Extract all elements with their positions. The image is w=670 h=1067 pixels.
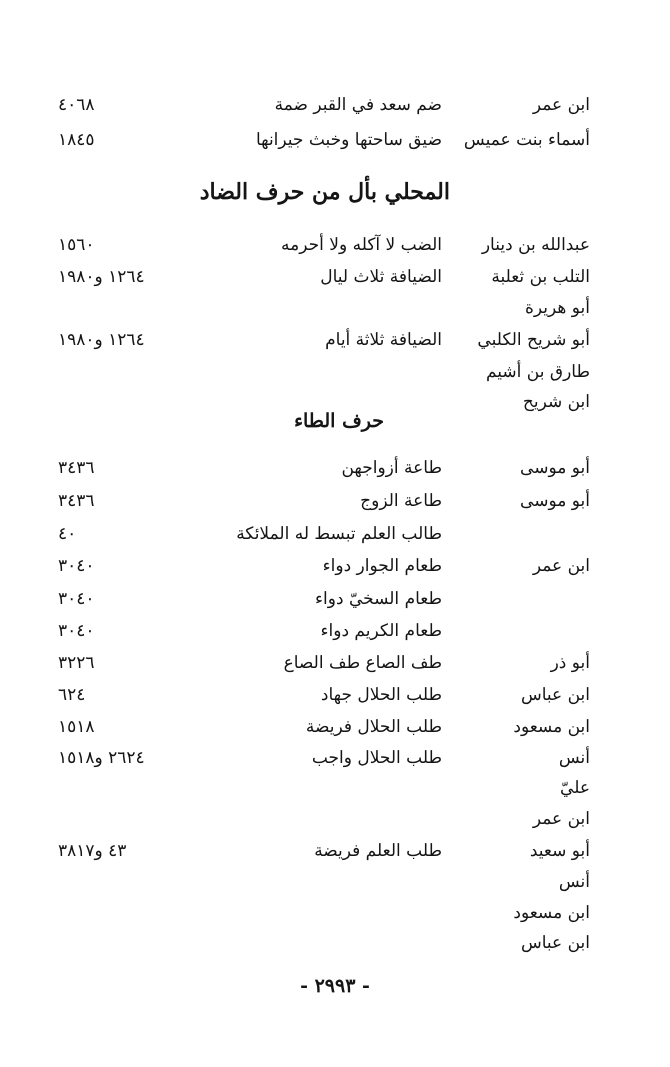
section-heading-ta: حرف الطاء [294, 410, 384, 432]
reference-number: ١٢٦٤ و١٩٨٠ [58, 330, 145, 350]
narrator: ابن شريح [522, 392, 590, 412]
narrator: أنس [558, 748, 590, 768]
narrator: عبدالله بن دينار [481, 235, 590, 255]
hadith-text: ضيق ساحتها وخبث جيرانها [255, 130, 442, 150]
reference-number: ٣٠٤٠ [58, 556, 95, 576]
narrator: أبو سعيد [529, 841, 590, 861]
narrator: أبو موسى [520, 458, 590, 478]
page-number: - ٢٩٩٣ - [300, 975, 370, 997]
hadith-text: الضيافة ثلاثة أيام [325, 330, 442, 350]
reference-number: ٤٣ و٣٨١٧ [58, 841, 127, 861]
hadith-text: الضب لا آكله ولا أحرمه [281, 235, 442, 255]
reference-number: ١٥١٨ [58, 717, 95, 737]
narrator: ابن عباس [520, 685, 590, 705]
hadith-text: طف الصاع طف الصاع [283, 653, 442, 673]
reference-number: ٣٤٣٦ [58, 458, 95, 478]
reference-number: ١٥٦٠ [58, 235, 95, 255]
reference-number: ٤٠٦٨ [58, 95, 95, 115]
reference-number: ١٢٦٤ و١٩٨٠ [58, 267, 145, 287]
narrator: ابن عمر [532, 556, 590, 576]
hadith-text: الضيافة ثلاث ليال [320, 267, 442, 287]
hadith-text: طلب الحلال فريضة [305, 717, 442, 737]
narrator: أبو هريرة [524, 298, 590, 318]
narrator: التلب بن ثعلبة [491, 267, 590, 287]
narrator: أبو موسى [520, 491, 590, 511]
hadith-text: طعام الكريم دواء [320, 621, 442, 641]
narrator: أنس [558, 872, 590, 892]
narrator: أسماء بنت عميس [463, 130, 590, 150]
reference-number: ٢٦٢٤ و١٥١٨ [58, 748, 145, 768]
reference-number: ٣٢٢٦ [58, 653, 95, 673]
hadith-text: طلب العلم فريضة [314, 841, 442, 861]
narrator: أبو شريح الكلبي [477, 330, 590, 350]
narrator: ابن عمر [532, 809, 590, 829]
hadith-text: طلب الحلال جهاد [320, 685, 442, 705]
reference-number: ١٨٤٥ [58, 130, 95, 150]
reference-number: ٣٠٤٠ [58, 589, 95, 609]
section-heading-dad: المحلي بأل من حرف الضاد [199, 179, 450, 205]
narrator: طارق بن أشيم [485, 362, 590, 382]
narrator: عليّ [560, 778, 590, 798]
hadith-text: طاعة أزواجهن [341, 458, 442, 478]
hadith-text: طاعة الزوج [360, 491, 442, 511]
reference-number: ٤٠ [58, 524, 77, 544]
reference-number: ٦٢٤ [58, 685, 86, 705]
narrator: ابن عباس [520, 933, 590, 953]
narrator: ابن مسعود [513, 717, 590, 737]
reference-number: ٣٠٤٠ [58, 621, 95, 641]
hadith-text: طلب الحلال واجب [311, 748, 442, 768]
reference-number: ٣٤٣٦ [58, 491, 95, 511]
hadith-text: طعام الجوار دواء [322, 556, 442, 576]
narrator: أبو ذر [550, 653, 590, 673]
hadith-text: طعام السخيّ دواء [315, 589, 442, 609]
narrator: ابن عمر [532, 95, 590, 115]
narrator: ابن مسعود [513, 903, 590, 923]
hadith-text: ضم سعد في القبر ضمة [274, 95, 442, 115]
hadith-text: طالب العلم تبسط له الملائكة [236, 524, 442, 544]
